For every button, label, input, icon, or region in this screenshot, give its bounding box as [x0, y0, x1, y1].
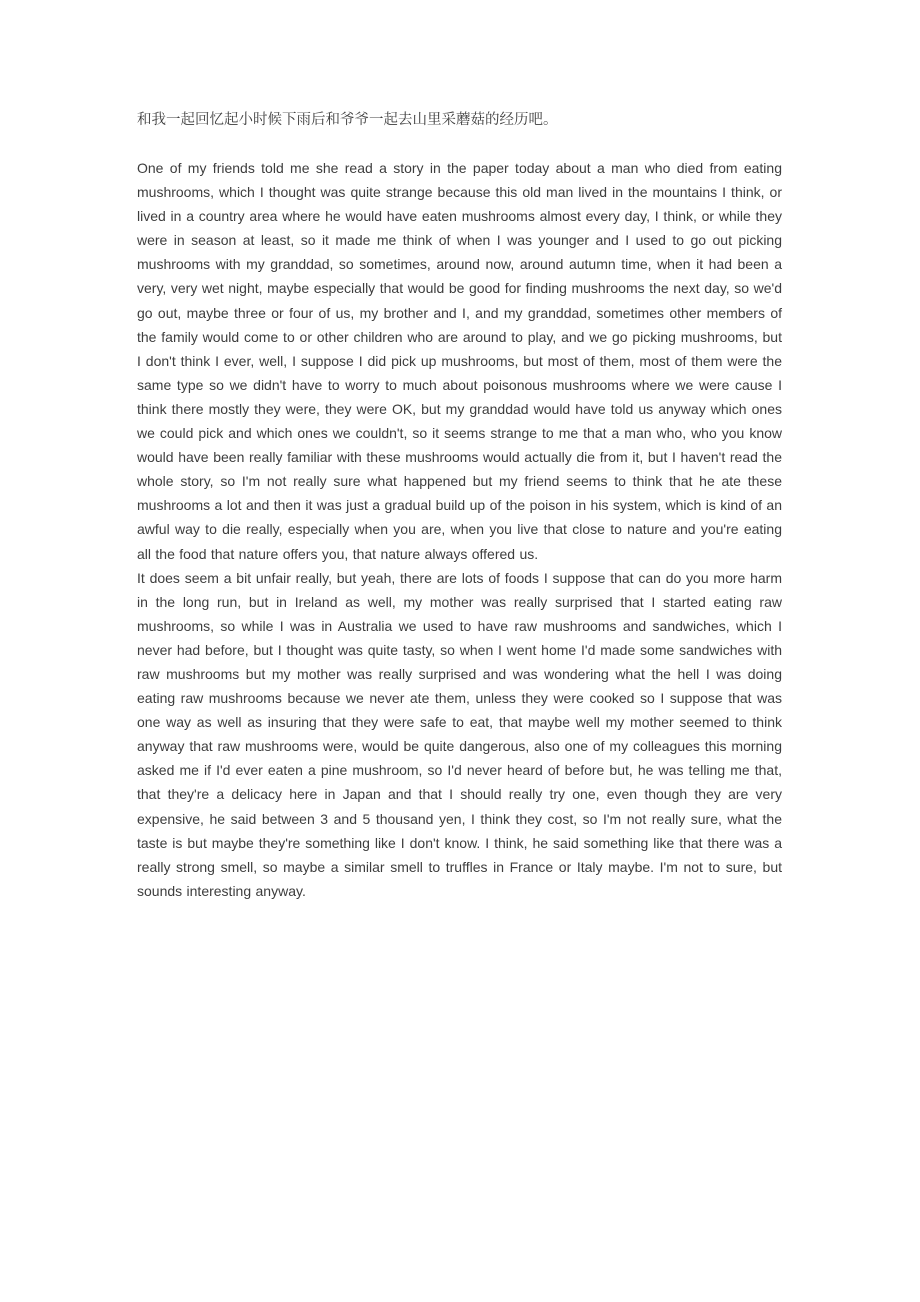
paragraph-english-1: One of my friends told me she read a story in the paper today about a man who died from eating mushrooms, which I thought was quite strange because this old man lived in the mountains I think, or lived in a country area where he would have eaten mushrooms almost every day, I think, or while they were in season at least, so it made me think of when I was younger and I used to go out picking mushrooms with my granddad, so sometimes, around now, around autumn time, when it had been a very, very wet night, maybe especially that would be good for finding mushrooms the next day, so we'd go out, maybe three or four of us, my brother and I, and my granddad, sometimes other members of the family would come to or other children who are around to play, and we go picking mushrooms, but I don't think I ever, well, I suppose I did pick up mushrooms, but most of them, most of them were the same type so we didn't have to worry to much about poisonous mushrooms where we were cause I think there mostly they were, they were OK, but my granddad would have told us anyway which ones we could pick and which ones we couldn't, so it seems strange to me that a man who, who you know would have been really familiar with these mushrooms would actually die from it, but I haven't read the whole story, so I'm not really sure what happened but my friend seems to think that he ate these mushrooms a lot and then it was just a gradual build up of the poison in his system, which is kind of an awful way to die really, especially when you are, when you live that close to nature and you're eating all the food that nature offers you, that nature always offered us. [137, 160, 782, 562]
chinese-intro-line: 和我一起回忆起小时候下雨后和爷爷一起去山里采蘑菇的经历吧。 [137, 112, 558, 128]
paragraph-english-2: It does seem a bit unfair really, but yeah, there are lots of foods I suppose that can do you more harm in the long run, but in Ireland as well, my mother was really surprised that I started eating raw mushrooms, so while I was in Australia we used to have raw mushrooms and sandwiches, which I never had before, but I thought was quite tasty, so when I went home I'd made some sandwiches with raw mushrooms but my mother was really surprised and was wondering what the hell I was doing eating raw mushrooms because we never ate them, unless they were cooked so I suppose that was one way as well as insuring that they were safe to eat, that maybe well my mother seemed to think anyway that raw mushrooms were, would be quite dangerous, also one of my colleagues this morning asked me if I'd ever eaten a pine mushroom, so I'd never heard of before but, he was telling me that, that they're a delicacy here in Japan and that I should really try one, even though they are very expensive, he said between 3 and 5 thousand yen, I think they cost, so I'm not really sure, what the taste is but maybe they're something like I don't know. I think, he said something like that there was a really strong smell, so maybe a similar smell to truffles in France or Italy maybe. I'm not to sure, but sounds interesting anyway. [137, 569, 782, 899]
